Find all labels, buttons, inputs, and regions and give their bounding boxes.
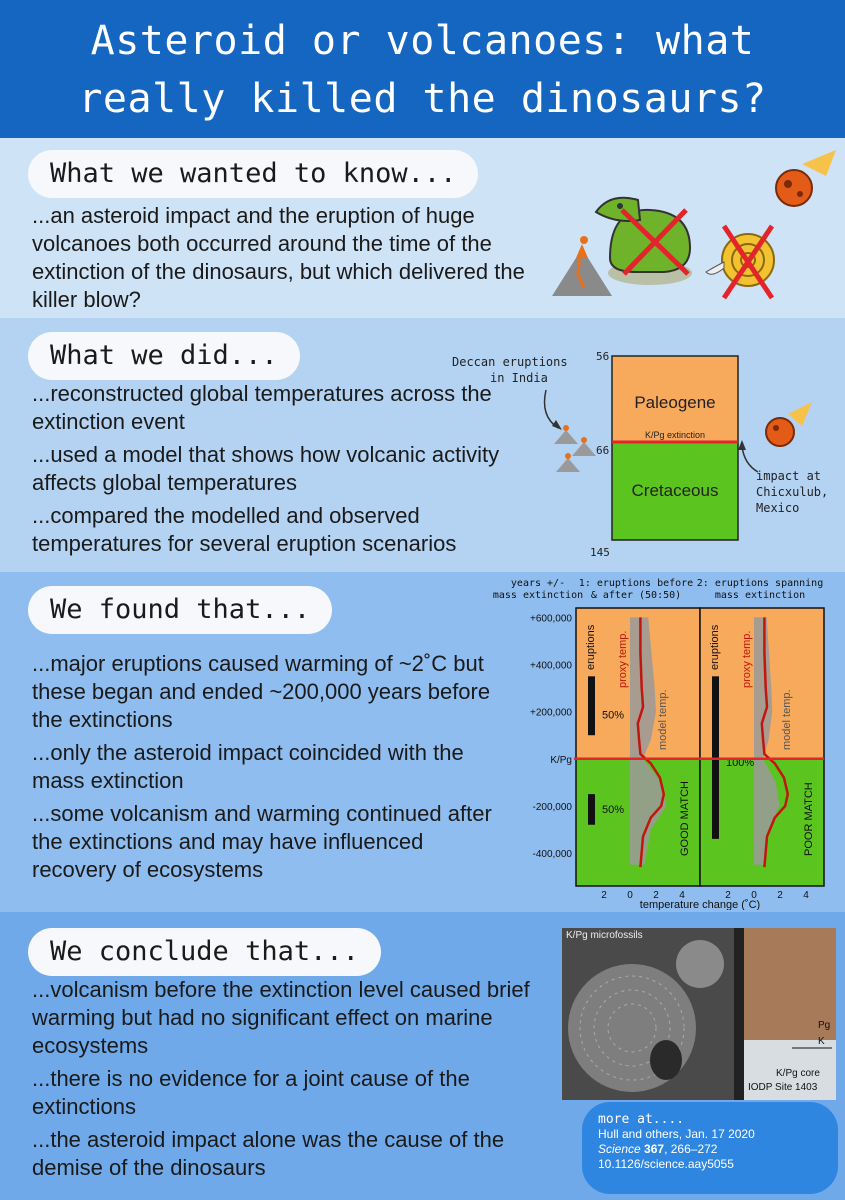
deccan-label-1: Deccan eruptions: [452, 355, 568, 369]
x-tick-label: 2: [601, 890, 607, 901]
x-tick-label: 2: [725, 890, 731, 901]
list-item: ...some volcanism and warming continued after the extinctions and may have influenced recovery of ecosystems: [32, 801, 492, 882]
list-item: ...there is no evidence for a joint cause of the extinctions: [32, 1066, 470, 1119]
found-list: [32, 650, 502, 889]
x-tick-label: 4: [679, 890, 685, 901]
eruption-bar: [588, 794, 595, 825]
x-tick-label: 0: [627, 890, 633, 901]
percent-label-upper: 50%: [602, 709, 625, 722]
impact-label-3: Mexico: [756, 501, 800, 515]
eruptions-label: eruptions: [585, 624, 597, 670]
y-tick-label: -200,000: [532, 801, 572, 813]
model-temp-label: model temp.: [781, 689, 793, 750]
wanted-text: ...an asteroid impact and the eruption of huge volcanoes both occurred around the time of the extinction of the dinosaurs, but which delivered the killer blow?: [32, 203, 525, 312]
conclude-list: [32, 976, 552, 1187]
impact-label-1: impact at: [756, 469, 822, 483]
section-wanted: [0, 138, 845, 318]
page-title: [0, 12, 845, 128]
title-line-2: really killed the dinosaurs?: [78, 76, 767, 122]
microfossil-core-photo: [562, 928, 836, 1100]
boundary-label: K/Pg extinction: [644, 430, 706, 440]
tick-56: 56: [596, 350, 610, 363]
ammonite-icon: [706, 226, 774, 298]
chart-ylabel-2: mass extinction: [492, 590, 584, 601]
y-tick-label: +600,000: [530, 613, 572, 625]
paleogene-label: Paleogene: [634, 393, 716, 412]
section-heading-found: We found that...: [28, 586, 332, 634]
y-tick-label: +400,000: [530, 660, 572, 672]
cretaceous-label: Cretaceous: [631, 481, 719, 500]
x-tick-label: 4: [803, 890, 809, 901]
volcano-icon: [554, 425, 596, 472]
section-heading-did: What we did...: [28, 332, 300, 380]
impact-label-2: Chicxulub,: [756, 485, 829, 499]
section-found: [0, 572, 845, 912]
x-tick-label: 2: [653, 890, 659, 901]
photo-label-top: K/Pg microfossils: [566, 930, 643, 941]
asteroid-icon: [776, 150, 836, 206]
photo-label-core-2: IODP Site 1403: [748, 1082, 818, 1093]
photo-label-pg: Pg: [818, 1020, 831, 1031]
list-item: ...the asteroid impact alone was the cause of the demise of the dinosaurs: [32, 1127, 505, 1180]
dinosaur-illustration: [540, 148, 840, 318]
x-tick-label: 0: [751, 890, 757, 901]
proxy-temp-label: proxy temp.: [741, 630, 753, 688]
reference-doi[interactable]: 10.1126/science.aay5055: [598, 1157, 734, 1171]
reference-journal: Science: [598, 1142, 641, 1156]
chart-xlabel: temperature change (˚C): [639, 899, 761, 910]
list-item: ...volcanism before the extinction level caused brief warming but had no significant effect on marine ecosystems: [32, 977, 530, 1058]
dinosaur-icon: [596, 198, 692, 285]
x-tick-label: 2: [777, 890, 783, 901]
eruptions-label: eruptions: [709, 624, 721, 670]
y-tick-label: -400,000: [532, 849, 572, 861]
tick-66: 66: [596, 444, 610, 457]
volcano-icon: [552, 236, 612, 296]
photo-label-k: K: [818, 1036, 825, 1047]
proxy-temp-label: proxy temp.: [617, 630, 629, 688]
percent-label-upper: 100%: [726, 756, 755, 769]
deccan-label-2: in India: [490, 371, 548, 385]
reference-authors: Hull and others, Jan. 17 2020: [598, 1127, 755, 1141]
geologic-timeline: [440, 346, 840, 568]
verdict-label: POOR MATCH: [803, 782, 815, 856]
photo-label-core-1: K/Pg core: [776, 1068, 820, 1079]
verdict-label: GOOD MATCH: [679, 781, 691, 856]
reference-citation: [598, 1142, 822, 1157]
chart-ylabel-1: years +/-: [510, 578, 566, 589]
tick-145: 145: [590, 546, 610, 559]
section-did: [0, 318, 845, 572]
reference-box: [582, 1102, 838, 1194]
temperature-chart: [486, 574, 838, 910]
section-heading-wanted: What we wanted to know...: [28, 150, 478, 198]
y-tick-label: K/Pg: [550, 754, 572, 766]
asteroid-icon: [766, 402, 812, 446]
title-line-1: Asteroid or volcanoes: what: [90, 18, 755, 64]
list-item: ...major eruptions caused warming of ~2˚C but these began and ended ~200,000 years before the extinctions: [32, 651, 491, 732]
reference-volume: 367: [644, 1142, 665, 1156]
y-tick-label: +200,000: [530, 707, 572, 719]
panel-1-title-1: 1: eruptions before: [578, 578, 694, 589]
section-heading-conclude: We conclude that...: [28, 928, 381, 976]
list-item: ...only the asteroid impact coincided with the mass extinction: [32, 740, 464, 793]
model-temp-label: model temp.: [657, 689, 669, 750]
percent-label-lower: 50%: [602, 803, 625, 816]
reference-heading: more at....: [598, 1112, 685, 1127]
list-item: ...reconstructed global temperatures across the extinction event: [32, 381, 492, 434]
list-item: ...compared the modelled and observed temperatures for several eruption scenarios: [32, 503, 457, 556]
panel-1-title-2: & after (50:50): [590, 590, 682, 601]
panel-2-title-2: mass extinction: [714, 590, 806, 601]
list-item: ...used a model that shows how volcanic activity affects global temperatures: [32, 442, 500, 495]
panel-2-title-1: 2: eruptions spanning: [696, 578, 824, 589]
reference-pages: , 266–272: [664, 1142, 718, 1156]
eruption-bar: [588, 676, 595, 735]
header-banner: [0, 0, 845, 138]
